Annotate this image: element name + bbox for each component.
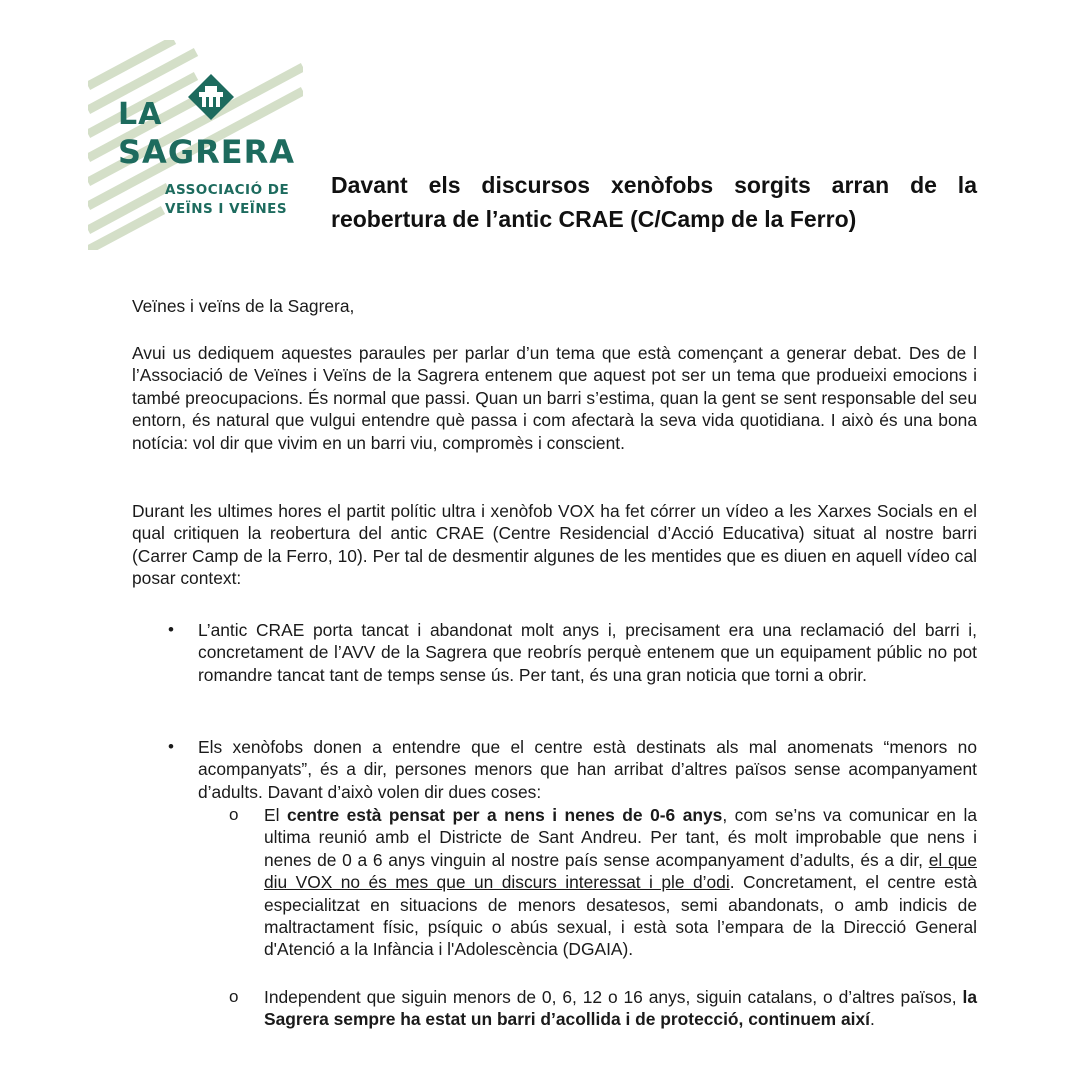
subbullet-2-bold-text: la Sagrera sempre ha estat un barri d’acollida i de protecció, continuem així	[264, 987, 977, 1030]
subbullet-1-underlined-text: el que diu VOX no és mes que un discurs interessat i ple d’odi	[264, 849, 977, 893]
subbullet-1-bold-text: centre està pensat per a nens i nenes de 0-6 anys	[286, 805, 723, 825]
subbullet-item-1	[264, 804, 977, 961]
logo-subtitle1: ASSOCIACIÓ DE	[165, 182, 290, 198]
subbullet-1-text-middle: , com se’ns va comunicar en la ultima reunió amb el Districte de Sant Andreu. Per tant, és molt improbable que nens i nenes de 0 a 6 anys vinguin al nostre país sense acompanyament d’adults, és a dir,	[264, 805, 977, 870]
greeting: Veïnes i veïns de la Sagrera,	[132, 296, 355, 316]
logo-subtitle2: VEÏNS I VEÏNES	[165, 201, 288, 217]
bullet-marker: •	[168, 620, 174, 639]
subbullet-marker: o	[229, 987, 239, 1006]
subbullet-2-text-start: Independent que siguin menors de 0, 6, 12 o 16 anys, siguin catalans, o d’altres països,	[264, 987, 963, 1007]
subbullet-item-2	[264, 986, 977, 1031]
bullet-marker: •	[168, 737, 174, 756]
document-title: Davant els discursos xenòfobs sorgits arran de la reobertura de l’antic CRAE (C/Camp de la Ferro)	[331, 172, 977, 232]
bullet-item-1: L’antic CRAE porta tancat i abandonat molt anys i, precisament era una reclamació del barri i, concretament de l’AVV de la Sagrera que reobrís perquè entenem que un equipament públic no pot romandre tancat tant de temps sense ús. Per tant, és una gran noticia que torni a obrir.	[198, 620, 977, 685]
subbullet-marker: o	[229, 805, 239, 824]
shield-emblem-icon	[186, 72, 236, 122]
subbullet-1-text-start: El	[264, 805, 287, 825]
subbullet-1-text-end: . Concretament, el centre està especialitzat en situacions de menors desatesos, semi abandonats, o amb indicis de maltractament físic, psíquic o abús sexual, i està sota l’empara de la Direcció General d'Atenció a la Infància i l'Adolescència (DGAIA).	[264, 872, 977, 960]
paragraph-1: Avui us dediquem aquestes paraules per parlar d’un tema que està començant a generar debat. Des de l l’Associació de Veïnes i Veïns de la Sagrera entenem que aquest pot ser un tema que produeixi emocions i també preocupacions. És normal que passi. Quan un barri s’estima, quan la gent se sent responsable del seu entorn, és natural que vulgui entendre què passa i com afectarà la seva vida quotidiana. I això és una bona notícia: vol dir que vivim en un barri viu, compromès i conscient.	[132, 343, 977, 453]
logo-line2: SAGRERA	[118, 133, 295, 171]
logo-line1: LA	[118, 97, 163, 132]
bullet-item-2: Els xenòfobs donen a entendre que el centre està destinats als mal anomenats “menors no acompanyats”, és a dir, persones menors que han arribat d’altres països sense acompanyament d’adults. Davant d’això volen dir dues coses:	[198, 737, 977, 802]
paragraph-2: Durant les ultimes hores el partit polític ultra i xenòfob VOX ha fet córrer un vídeo a les Xarxes Socials en el qual critiquen la reobertura del antic CRAE (Centre Residencial d’Acció Educativa) situat al nostre barri (Carrer Camp de la Ferro, 10). Per tal de desmentir algunes de les mentides que es diuen en aquell vídeo cal posar context:	[132, 501, 977, 589]
subbullet-2-text-end: .	[869, 1009, 875, 1030]
